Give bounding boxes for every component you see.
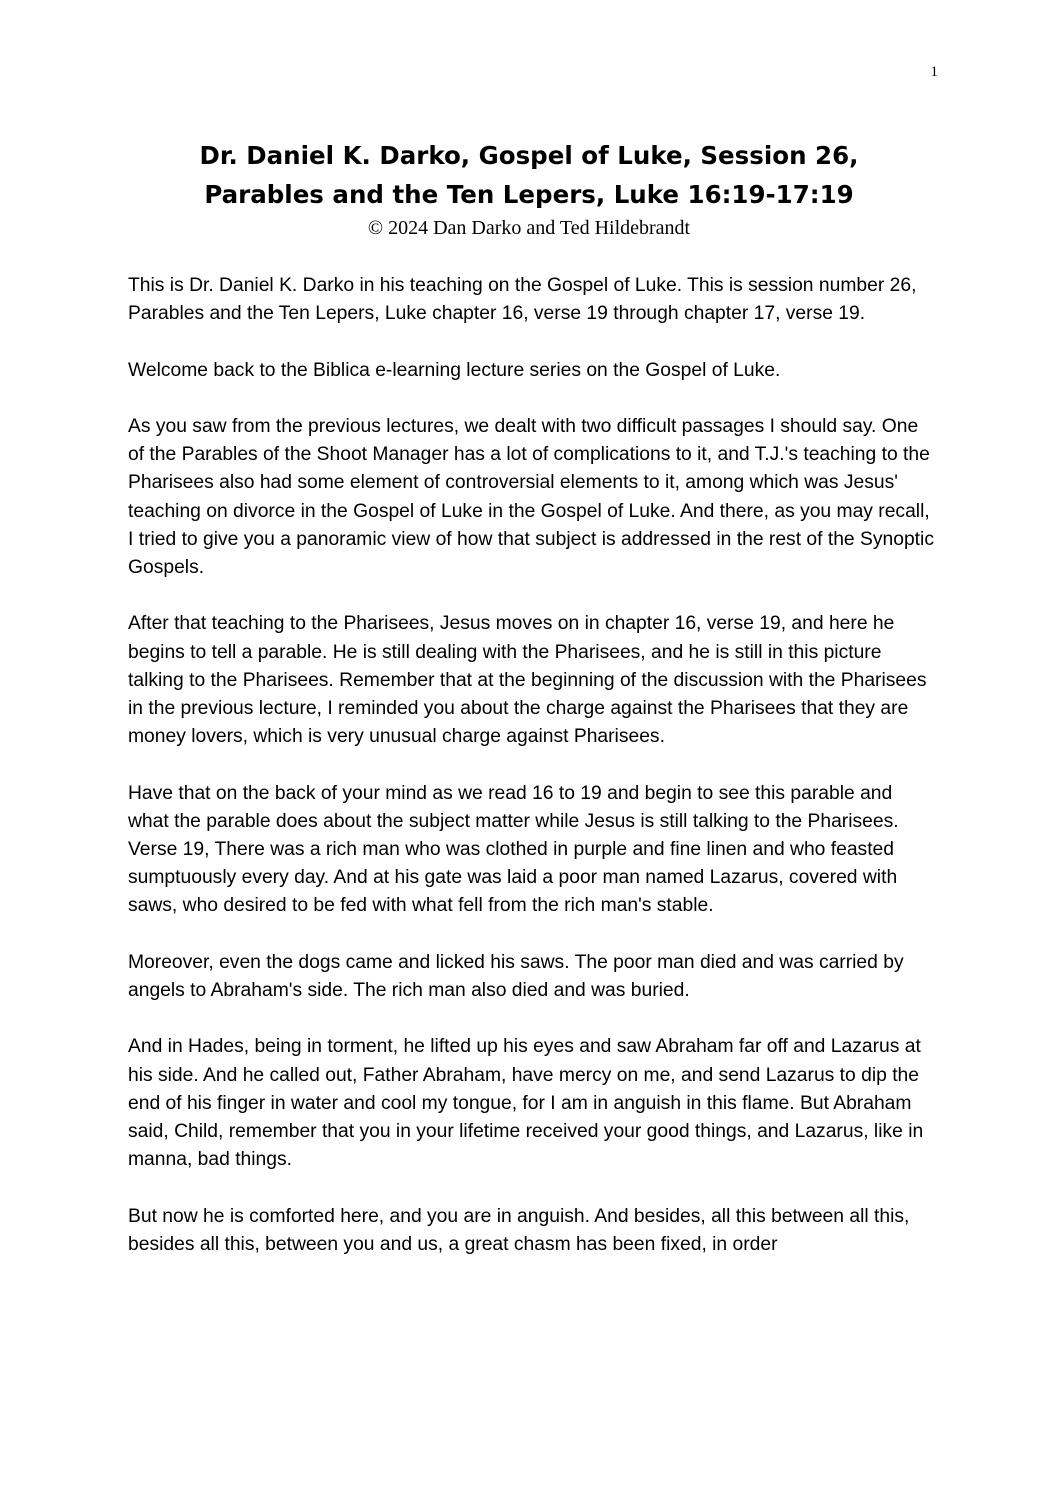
- body-text: [128, 272, 938, 1287]
- paragraph-3: As you saw from the previous lectures, we dealt with two difficult passages I should say. One of the Parables of the Shoot Manager has a lot of complications to it, and T.J.'s teaching to the Pharisees also had some element of controversial elements to it, among which was Jesus' teaching on divorce in the Gospel of Luke in the Gospel of Luke. And there, as you may recall, I tried to give you a panoramic view of how that subject is addressed in the rest of the Synoptic Gospels.: [128, 415, 934, 578]
- page-number: 1: [930, 64, 938, 80]
- document-title: [100, 136, 958, 214]
- paragraph-2: Welcome back to the Biblica e-learning lecture series on the Gospel of Luke.: [128, 359, 781, 381]
- paragraph-6: Moreover, even the dogs came and licked his saws. The poor man died and was carried by angels to Abraham's side. The rich man also died and was buried.: [128, 951, 904, 1001]
- title-line-1: Dr. Daniel K. Darko, Gospel of Luke, Session 26,: [199, 141, 859, 170]
- paragraph-1: This is Dr. Daniel K. Darko in his teaching on the Gospel of Luke. This is session number 26, Parables and the Ten Lepers, Luke chapter 16, verse 19 through chapter 17, verse 19.: [128, 275, 917, 325]
- paragraph-8: But now he is comforted here, and you are in anguish. And besides, all this between all this, besides all this, between you and us, a great chasm has been fixed, in order: [128, 1205, 910, 1255]
- paragraph-4: After that teaching to the Pharisees, Jesus moves on in chapter 16, verse 19, and here he begins to tell a parable. He is still dealing with the Pharisees, and he is still in this picture talking to the Pharisees. Remember that at the beginning of the discussion with the Pharisees in the previous lecture, I reminded you about the charge against the Pharisees that they are money lovers, which is very unusual charge against Pharisees.: [128, 613, 927, 748]
- paragraph-7: And in Hades, being in torment, he lifted up his eyes and saw Abraham far off and Lazarus at his side. And he called out, Father Abraham, have mercy on me, and send Lazarus to dip the end of his finger in water and cool my tongue, for I am in anguish in this flame. But Abraham said, Child, remember that you in your lifetime received your good things, and Lazarus, like in manna, bad things.: [128, 1036, 924, 1171]
- paragraph-5: Have that on the back of your mind as we read 16 to 19 and begin to see this parable and what the parable does about the subject matter while Jesus is still talking to the Pharisees. Verse 19, There was a rich man who was clothed in purple and fine linen and who feasted sumptuously every day. And at his gate was laid a poor man named Lazarus, covered with saws, who desired to be fed with what fell from the rich man's stable.: [128, 782, 899, 917]
- title-line-2: Parables and the Ten Lepers, Luke 16:19-17:19: [204, 180, 854, 209]
- copyright-line: © 2024 Dan Darko and Ted Hildebrandt: [367, 217, 691, 239]
